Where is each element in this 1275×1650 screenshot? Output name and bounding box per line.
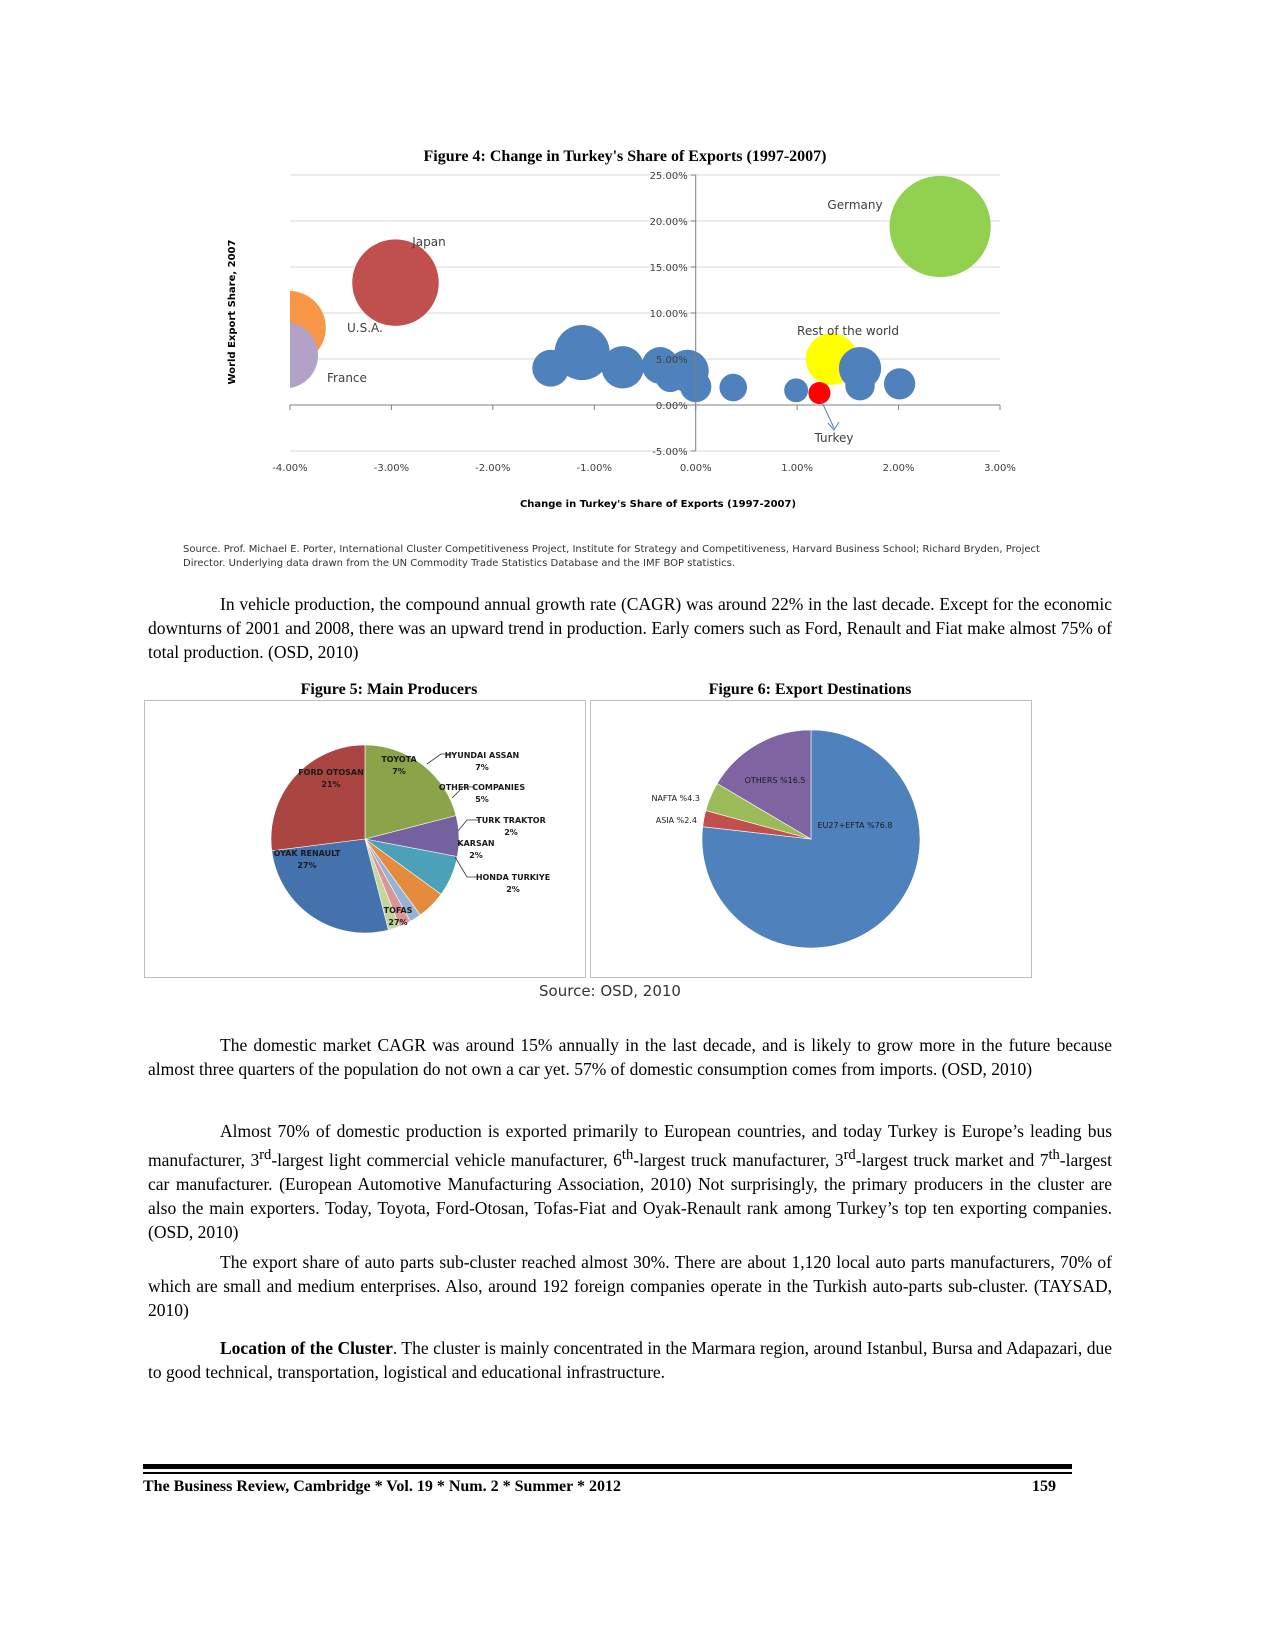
paragraph-5 [148,1336,1112,1384]
france-bubble [252,322,318,388]
ford-otosan-percent: 21% [321,780,341,789]
x-tick-label: 2.00% [882,463,915,474]
x-tick-label: 3.00% [984,463,1016,474]
eu-efta-label: EU27+EFTA %76.8 [817,821,893,830]
figure4-source: Source. Prof. Michael E. Porter, International Cluster Competitiveness Project, Institute for Strategy and Competitiveness, Harvard Business School; Richard Bryden, Project Director. Underlying data drawn from the UN Commodity Trade Statistics Database and the IMF BOP statistics. [183,544,1040,569]
other-companies-label: OTHER COMPANIES [438,783,526,792]
paragraph-3-part-c: -largest truck manufacturer, 3 [633,1149,844,1170]
paragraph-5-text: . The cluster is mainly concentrated in the Marmara region, around Istanbul, Bursa and Adapazari, due to good technical, transportation, logistical and educational infrastructure. [148,1338,1112,1382]
turk-traktor-label: TURK TRAKTOR [476,816,546,825]
footer-page-number: 159 [1032,1478,1056,1495]
y-tick-label: 15.00% [649,263,688,274]
paragraph-3-part-e: -largest car manufacturer. (European Automotive Manufacturing Association, 2010) Not surprisingly, the primary producers in the cluster are also the main exporters. Today, Toyota, Ford-Otosan, Tofas-Fiat and Oyak-Renault rank among Turkey’s top ten exporting companies. (OSD, 2010) [148,1149,1112,1242]
karsan-percent: 2% [469,851,483,860]
x-tick-label: -4.00% [272,463,308,474]
paragraph-3-part-a: Almost 70% of domestic production is exported primarily to European countries, and today Turkey is Europe’s leading bus manufacturer, 3 [148,1121,1112,1170]
superscript: rd [259,1147,272,1163]
rest-of-the-world-label: Rest of the world [797,324,899,338]
turkey-label: Turkey [814,431,854,445]
superscript: rd [843,1147,856,1163]
toyota-label: TOYOTA [381,755,417,764]
others-label: OTHERS %16.5 [744,776,806,785]
u-s-a-label: U.S.A. [347,321,383,335]
figure4-title: Figure 4: Change in Turkey's Share of Exports (1997-2007) [423,148,827,165]
tofas-percent: 27% [388,918,408,927]
y-tick-label: 0.00% [655,401,688,412]
germany-label: Germany [827,198,883,212]
figure5-pie-chart [145,701,585,977]
germany-bubble [890,176,991,277]
paragraph-2 [148,1033,1112,1081]
honda-turkiye-percent: 2% [506,885,520,894]
y-axis-title: World Export Share, 2007 [227,239,238,385]
figure6-slices [702,730,920,948]
japan-bubble [352,239,438,325]
france-label: France [327,371,367,385]
bubble [602,346,644,388]
paragraph-2-text: The domestic market CAGR was around 15% annually in the last decade, and is likely to grow more in the future because almost three quarters of the population do not own a car yet. 57% of domestic consumption comes from imports. (OSD, 2010) [148,1035,1112,1079]
figure6-chart-frame [590,700,1032,978]
karsan-label: KARSAN [457,839,495,848]
figure6-pie-chart [591,701,1031,977]
y-tick-label: 10.00% [649,309,688,320]
bubble [845,371,874,400]
oyak-renault-percent: 27% [297,861,317,870]
x-tick-label: -1.00% [576,463,612,474]
tofas-label: TOFAS [383,906,413,915]
ford-otosan-label: FORD OTOSAN [298,768,364,777]
y-tick-label: 5.00% [655,355,688,366]
y-tick-label: -5.00% [652,447,688,458]
figure4-bubble-chart [215,165,1045,515]
paragraph-4 [148,1250,1112,1322]
figures-5-6-source: Source: OSD, 2010 [539,982,681,1000]
nafta-label: NAFTA %4.3 [651,794,700,803]
x-axis-title: Change in Turkey's Share of Exports (1997-2007) [519,499,797,510]
turk-traktor-percent: 2% [504,828,518,837]
oyak-renault-label: OYAK RENAULT [273,849,341,858]
other-companies-percent: 5% [475,795,489,804]
figure5-title: Figure 5: Main Producers [300,681,478,698]
paragraph-3 [148,1119,1112,1244]
x-tick-label: 0.00% [679,463,712,474]
honda-turkiye-label: HONDA TURKIYE [475,873,551,882]
bubble [784,378,808,402]
footer-rule-thin [143,1472,1072,1474]
hyundai-assan-percent: 7% [475,763,489,772]
bubble [555,325,610,380]
asia-label: ASIA %2.4 [655,816,697,825]
japan-label: Japan [412,235,446,249]
x-tick-label: 1.00% [781,463,814,474]
figure6-title: Figure 6: Export Destinations [708,681,912,698]
footer-rule-thick [143,1464,1072,1469]
oyak-renault-slice [271,745,365,851]
figure5-chart-frame [144,700,586,978]
superscript: th [1048,1147,1060,1163]
superscript: th [621,1147,634,1163]
x-tick-label: -3.00% [373,463,410,474]
footer-journal: The Business Review, Cambridge * Vol. 19 * Num. 2 * Summer * 2012 [143,1478,621,1495]
bubble [884,368,915,399]
y-tick-label: 20.00% [649,217,688,228]
paragraph-3-part-d: -largest truck market and 7 [855,1149,1049,1170]
paragraph-1 [148,592,1112,664]
toyota-percent: 7% [392,767,406,776]
paragraph-4-text: The export share of auto parts sub-cluster reached almost 30%. There are about 1,120 local auto parts manufacturers, 70% of which are small and medium enterprises. Also, around 192 foreign companies operate in the Turkish auto-parts sub-cluster. (TAYSAD, 2010) [148,1252,1112,1320]
turkey-bubble [808,382,830,404]
y-tick-label: 25.00% [649,171,688,182]
bubble [719,374,747,402]
hyundai-assan-label: HYUNDAI ASSAN [444,751,520,760]
x-tick-label: -2.00% [475,463,511,474]
section-heading-location: Location of the Cluster [220,1338,393,1358]
paragraph-3-part-b: -largest light commercial vehicle manufacturer, 6 [271,1149,622,1170]
paragraph-1-text: In vehicle production, the compound annual growth rate (CAGR) was around 22% in the last decade. Except for the economic downturns of 2001 and 2008, there was an upward trend in production. Early comers such as Ford, Renault and Fiat make almost 75% of total production. (OSD, 2010) [148,594,1112,662]
